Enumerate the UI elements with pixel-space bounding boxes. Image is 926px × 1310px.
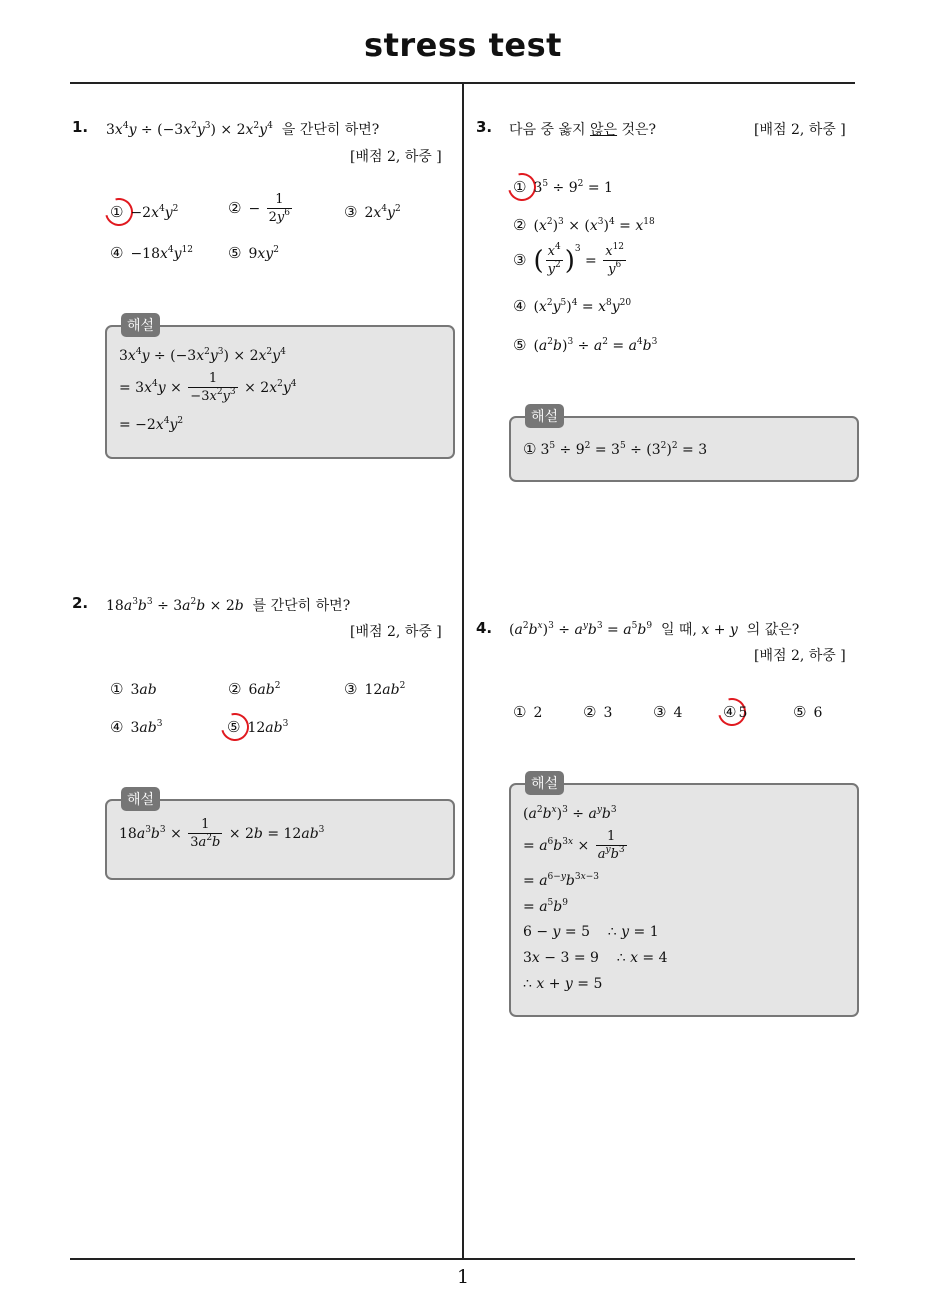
solution-line: = $3x^4y$ × $\frac{1}{-3x^2y^3}$ × $2x^2y^4$ <box>119 371 297 404</box>
question-text: $18a^3b^3 \div 3a^2b \times 2b$ 를 간단히 하면? <box>106 597 351 614</box>
choice-5[interactable]: ⑤ 6 <box>793 703 823 721</box>
question-number: 2. <box>72 594 89 612</box>
solution-box <box>105 318 455 459</box>
question-number: 1. <box>72 118 89 136</box>
choice-4[interactable]: ④ $-18x^4y^{12}$ <box>110 244 194 262</box>
choice-1[interactable]: ① 2 <box>513 703 543 721</box>
solution-line: = $a^6b^{3x}$ × $\frac{1}{a^yb^3}$ <box>523 829 625 862</box>
solution-box <box>509 409 859 482</box>
solution-line: = $-2x^4y^2$ <box>119 416 184 433</box>
choice-2[interactable]: ② $6ab^2$ <box>228 680 281 698</box>
question-number: 4. <box>476 619 493 637</box>
solution-label: 해설 <box>525 771 564 795</box>
choice-4[interactable]: ④ $3ab^3$ <box>110 718 163 736</box>
question-score: [배점 2, 하중 ] <box>350 149 442 165</box>
solution-line: $(a^2b^x)^3 \div a^yb^3$ <box>523 805 617 822</box>
solution-line: $3x^4y \div (-3x^2y^3) \times 2x^2y^4$ <box>119 347 286 364</box>
question-score: [배점 2, 하중 ] <box>754 648 846 664</box>
question-score: [배점 2, 하중 ] <box>350 624 442 640</box>
choice-1[interactable]: ① $-2x^4y^2$ <box>110 203 179 221</box>
choice-1[interactable]: ① $3^5 \div 9^2 = 1$ <box>513 178 613 196</box>
solution-box <box>105 792 455 880</box>
solution-label: 해설 <box>525 404 564 428</box>
question-text: $3x^4y \div (-3x^2y^3) \times 2x^2y^4$ 을 간단히 하면? <box>106 121 380 138</box>
solution-box <box>509 776 859 1017</box>
solution-line: ① $3^5 \div 9^2 = 3^5 \div (3^2)^2 = 3$ <box>523 440 708 458</box>
solution-label: 해설 <box>121 313 160 337</box>
footer-rule <box>70 1258 855 1260</box>
column-divider <box>462 83 464 1259</box>
choice-4[interactable]: ④ $(x^2y^5)^4 = x^8y^{20}$ <box>513 297 632 315</box>
solution-line: 6 − y = 5 ∴ y = 1 <box>523 924 659 940</box>
choice-3[interactable]: ③ $2x^4y^2$ <box>344 203 401 221</box>
solution-line: = $a^{6-y}b^{3x-3}$ <box>523 872 599 889</box>
question-number: 3. <box>476 118 493 136</box>
page-title: stress test <box>364 26 562 64</box>
question-text: 다음 중 옳지 않은 것은? <box>509 122 657 138</box>
solution-line: = $a^5b^9$ <box>523 898 568 915</box>
question-text: $(a^2b^x)^3 \div a^yb^3 = a^5b^9$ 일 때, x + y 의 값은? <box>509 621 800 638</box>
solution-line: $18a^3b^3$ × $\frac{1}{3a^2b}$ × $2b = 12ab^3$ <box>119 817 325 850</box>
choice-3[interactable]: ③ 4 <box>653 703 683 721</box>
choice-3[interactable]: ③ ( $\frac{x^4}{y^2}$ )$^3$ = $\frac{x^{12}}{y^6}$ <box>513 242 625 277</box>
choice-2[interactable]: ② $(x^2)^3 \times (x^3)^4 = x^{18}$ <box>513 216 655 234</box>
question-score: [배점 2, 하중 ] <box>754 122 846 138</box>
choice-2[interactable]: ② − $\frac{1}{2y^6}$ <box>228 192 291 225</box>
choice-4[interactable]: ④ 5 <box>723 703 748 721</box>
page-number: 1 <box>456 1266 470 1288</box>
solution-line: 3x − 3 = 9 ∴ x = 4 <box>523 950 668 966</box>
choice-2[interactable]: ② 3 <box>583 703 613 721</box>
choice-5[interactable]: ⑤ $(a^2b)^3 \div a^2 = a^4b^3$ <box>513 336 658 354</box>
solution-line: ∴ x + y = 5 <box>523 976 603 992</box>
choice-1[interactable]: ① 3ab <box>110 680 157 698</box>
question-text-suffix: 를 간단히 하면? <box>252 598 351 614</box>
solution-label: 해설 <box>121 787 160 811</box>
choice-5[interactable]: ⑤ $9xy^2$ <box>228 244 279 262</box>
choice-5[interactable]: ⑤ $12ab^3$ <box>227 718 289 736</box>
question-text-suffix: 을 간단히 하면? <box>281 122 380 138</box>
choice-3[interactable]: ③ $12ab^2$ <box>344 680 406 698</box>
